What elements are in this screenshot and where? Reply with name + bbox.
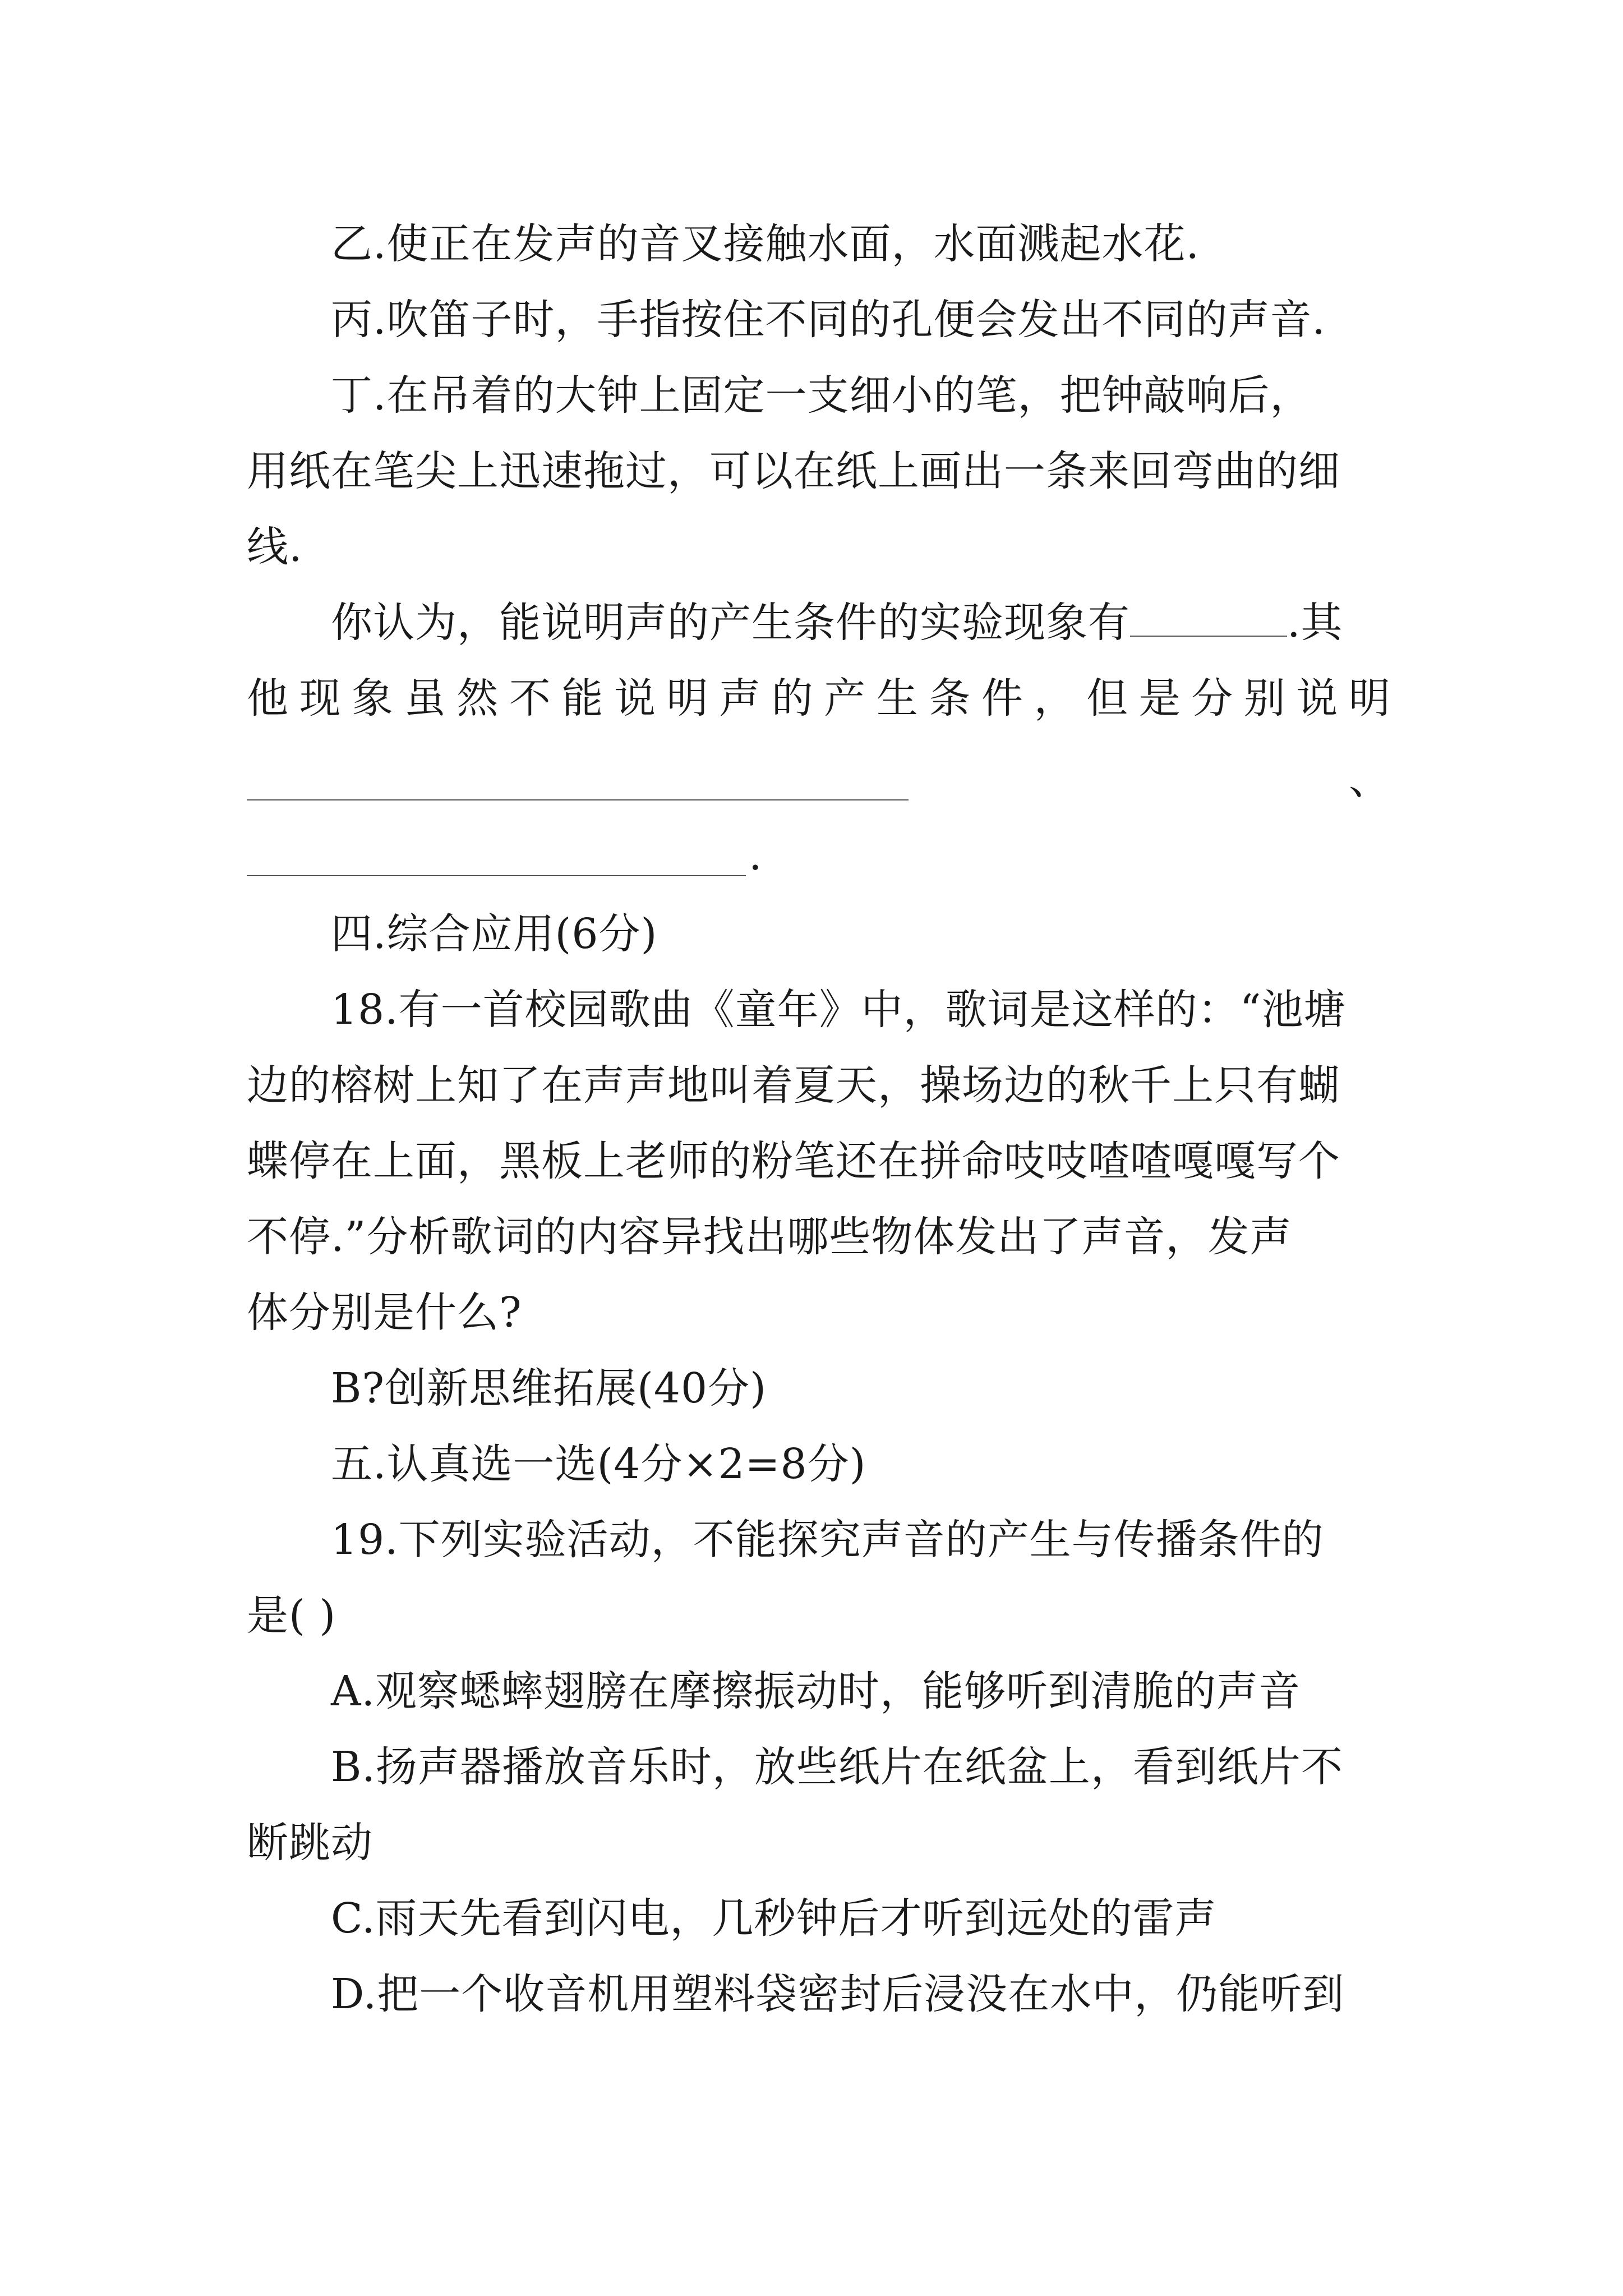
option-b: B.扬声器播放音乐时，放些纸片在纸盆上，看到纸片不 [331, 1743, 1343, 1791]
text-line [331, 595, 1391, 651]
text-line: 丙.吹笛子时，手指按住不同的孔便会发出不同的声音. [331, 296, 1326, 344]
text-line: 断跳动 [247, 1819, 373, 1867]
section-heading: 四.综合应用(6分) [331, 910, 658, 958]
section-heading: B?创新思维拓展(40分) [331, 1364, 767, 1412]
question-text: 18.有一首校园歌曲《童年》中，歌词是这样的：“池塘 [331, 986, 1346, 1034]
question-text: 19.下列实验活动，不能探究声音的产生与传播条件的 [331, 1516, 1324, 1564]
text-line: 不停.”分析歌词的内容异找出哪些物体发出了声音，发声 [247, 1213, 1292, 1261]
answer-blank[interactable] [247, 799, 909, 800]
text-segment: 你认为，能说明声的产生条件的实验现象有 [331, 599, 1130, 647]
text-line: 他现象虽然不能说明声的产生条件，但是分别说明 [247, 674, 1391, 723]
text-line: 用纸在笔尖上迅速拖过，可以在纸上画出一条来回弯曲的细 [247, 447, 1340, 495]
section-heading: 五.认真选一选(4分×2=8分) [331, 1440, 866, 1488]
text-line: 乙.使正在发声的音叉接触水面，水面溅起水花. [331, 220, 1200, 268]
answer-blank[interactable] [247, 875, 746, 876]
text-line: 体分别是什么? [247, 1289, 522, 1337]
option-a: A.观察蟋蟀翅膀在摩擦振动时，能够听到清脆的声音 [331, 1667, 1301, 1715]
text-line: . [749, 831, 762, 880]
text-line: 、 [1349, 756, 1390, 804]
text-line: 边的榕树上知了在声声地叫着夏天，操场边的秋千上只有蝴 [247, 1061, 1340, 1110]
answer-blank[interactable] [1130, 602, 1287, 637]
text-line: 丁.在吊着的大钟上固定一支细小的笔，把钟敲响后， [331, 371, 1312, 420]
text-line: 是( ) [247, 1591, 336, 1640]
option-c: C.雨天先看到闪电，几秒钟后才听到远处的雷声 [331, 1894, 1217, 1943]
option-d: D.把一个收音机用塑料袋密封后浸没在水中，仍能听到 [331, 1970, 1345, 2018]
text-line: 线. [247, 523, 303, 571]
text-segment: .其 [1287, 599, 1343, 647]
text-line: 蝶停在上面，黑板上老师的粉笔还在拼命吱吱喳喳嘎嘎写个 [247, 1137, 1340, 1185]
